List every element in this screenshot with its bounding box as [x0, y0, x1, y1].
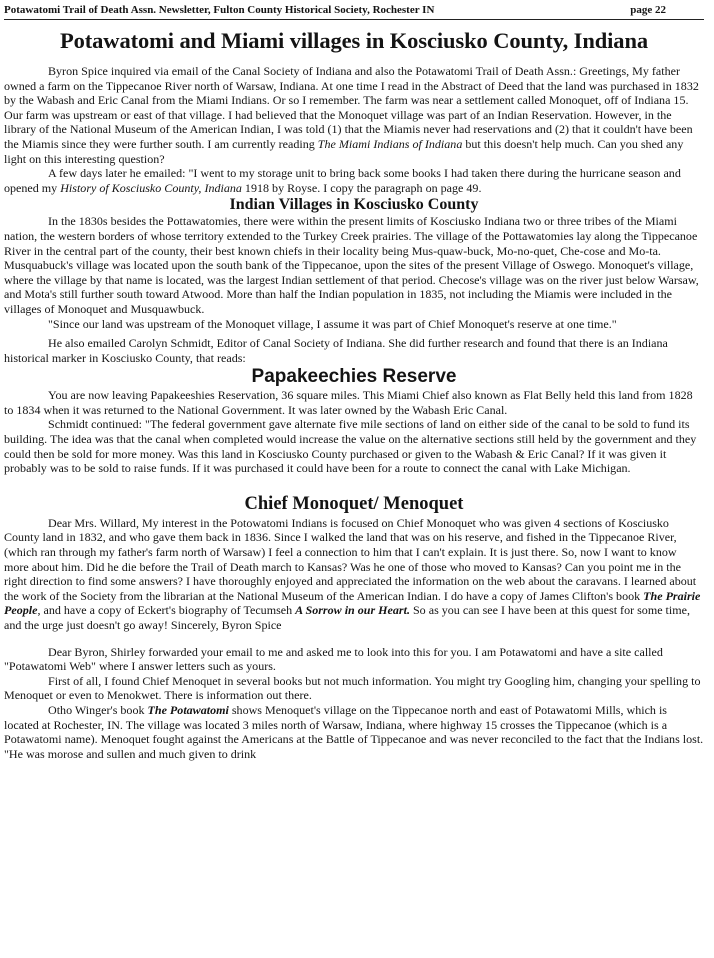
paragraph-marker-text: You are now leaving Papakeeshies Reservation, 36 square miles. This Miami Chief also known as Flat Belly held this land from 1828 to 1834 when it was returned to the National Government. It was later owned by the Wabash Eric Canal.	[4, 388, 693, 417]
book-title: History of Kosciusko County, Indiana	[60, 180, 242, 195]
paragraph-followup-email: A few days later he emailed: "I went to my storage unit to bring back some books I had taken there during the hurricane season and opened my History of Kosciusko County, Indiana 1918 by Royse. I copy the paragraph on page 49.	[4, 166, 681, 195]
paragraph-history-quote: In the 1830s besides the Pottawatomies, there were within the present limits of Kosciusko Indiana two or three tribes of the Miami nation, the western borders of whose territory extended to the Turkey Creek prairies. The village of the Pottawatomies lay along the Tippecanoe River in the central part of the county, their best known chiefs in their locality being Mus-quaw-buck, Mo-no-quet, Che-cose and Mo-ta. Musquabuck's village was located upon the south bank of the Tippecanoe, upon the sites of the present Village of Oswego. Monoquet's village, where the village by that name is located, was the largest Indian settlement of that period. Checose's village was on the river just below Warsaw, and Mota's still further south toward Atwood. More than half the Indian population in 1835, not including the Miamis were included in the villages of Monoquet and Musquawbuck.	[4, 214, 699, 316]
book-title: The Potawatomi	[147, 702, 229, 717]
paragraph-schmidt-continued: Schmidt continued: "The federal government gave alternate five mile sections of land on either side of the canal to be sold to fund its building. The idea was that the canal when completed would increase the value on the alternative sections still held by the government and they could then be sold for more money. Was this land in Kosciusko County purchased or given to the Wabash & Eric Canal? If it was given it probably was to be sold to raise funds. If it was purchased it could have been for a route to connect the canal with Lake Michigan.	[4, 417, 697, 476]
paragraph-assumption: "Since our land was upstream of the Monoquet village, I assume it was part of Chief Monoquet's reserve at one time."	[48, 316, 617, 331]
paragraph-letter-to-willard: Dear Mrs. Willard, My interest in the Potowatomi Indians is focused on Chief Monoquet who was given 4 sections of Kosciusko County land in 1832, and who gave them back in 1836. Since I walked the land that was on his reserve, and fished in the Tippecanoe River, (which ran through my father's farm north of Warsaw) I feel a connection to him that I can't explain. It is just there. So, now I want to know more about him. Did he die before the Trail of Death march to Kansas? Was he one of those who moved to Kansas? Can you point me in the right direction to find some answers? I have thoroughly enjoyed and appreciated the information on the web about the caravans. I learned about the work of the Society from the librarian at the National Museum of the American Indian. I do have a copy of James Clifton's book The Prairie People, and have a copy of Eckert's biography of Tecumseh A Sorrow in our Heart. So as you can see I have been at this quest for some time, and the urge just doesn't go away! Sincerely, Byron Spice	[4, 515, 701, 632]
paragraph-inquiry: Byron Spice inquired via email of the Canal Society of Indiana and also the Potawatomi Trail of Death Assn.: Greetings, My father owned a farm on the Tippecanoe River north of Warsaw, Indiana. At one time I read in the Abstract of Deed that the land was purchased in 1832 by the Wabash and Eric Canal from the Miami Indians. Or so I remember. The farm was near a settlement called Monoquet, off of Indiana 15. Our farm was upstream or east of that village. I had believed that the Monoquet village was part of an Indian Reservation. However, in the library of the National Museum of the American Indian, I was told (1) that the Miamis never had reservations and (2) that it couldn't have been the Miamis since they were further south. I am currently reading The Miami Indians of Indiana but this doesn't help much. Can you shed any light on this interesting question?	[4, 64, 699, 166]
book-title: The Prairie People	[4, 588, 701, 618]
paragraph-schmidt-research: He also emailed Carolyn Schmidt, Editor of Canal Society of Indiana. She did further research and found that there is an Indiana historical marker in Kosciusko County, that reads:	[4, 336, 668, 365]
paragraph-reply-winger: Otho Winger's book The Potawatomi shows Menoquet's village on the Tippecanoe north and east of Potawatomi Mills, which is located at Rochester, IN. The village was located 3 miles north of Warsaw, Indiana, where highway 15 crosses the Tippecanoe (which is a Potawatomi name). Menoquet fought against the Americans at the Battle of Tippecanoe and was never reconciled to the fact that the Indians lost. "He was morose and sullen and much given to drink	[4, 702, 704, 761]
running-title: Potawatomi Trail of Death Assn. Newsletter, Fulton County Historical Society, Rochester IN	[4, 4, 435, 16]
section-title-papakeechies-reserve: Papakeechies Reserve	[251, 366, 457, 388]
running-header	[4, 3, 704, 20]
book-title: The Miami Indians of Indiana	[317, 136, 463, 151]
paragraph-reply-first: First of all, I found Chief Menoquet in several books but not much information. You might try Googling him, changing your spelling to Menoquet or even to Menokwet. There is information out there.	[4, 673, 701, 703]
page-number: page 22	[630, 4, 666, 16]
section-title-indian-villages: Indian Villages in Kosciusko County	[229, 196, 479, 214]
paragraph-reply-greeting: Dear Byron, Shirley forwarded your email to me and asked me to look into this for you. I am Potawatomi and have a site called "Potawatomi Web" where I answer letters such as yours.	[4, 644, 663, 674]
book-title: A Sorrow in our Heart.	[295, 603, 410, 618]
article-title: Potawatomi and Miami villages in Kosciusko County, Indiana	[59, 28, 649, 53]
section-title-chief-monoquet: Chief Monoquet/ Menoquet	[244, 493, 464, 514]
